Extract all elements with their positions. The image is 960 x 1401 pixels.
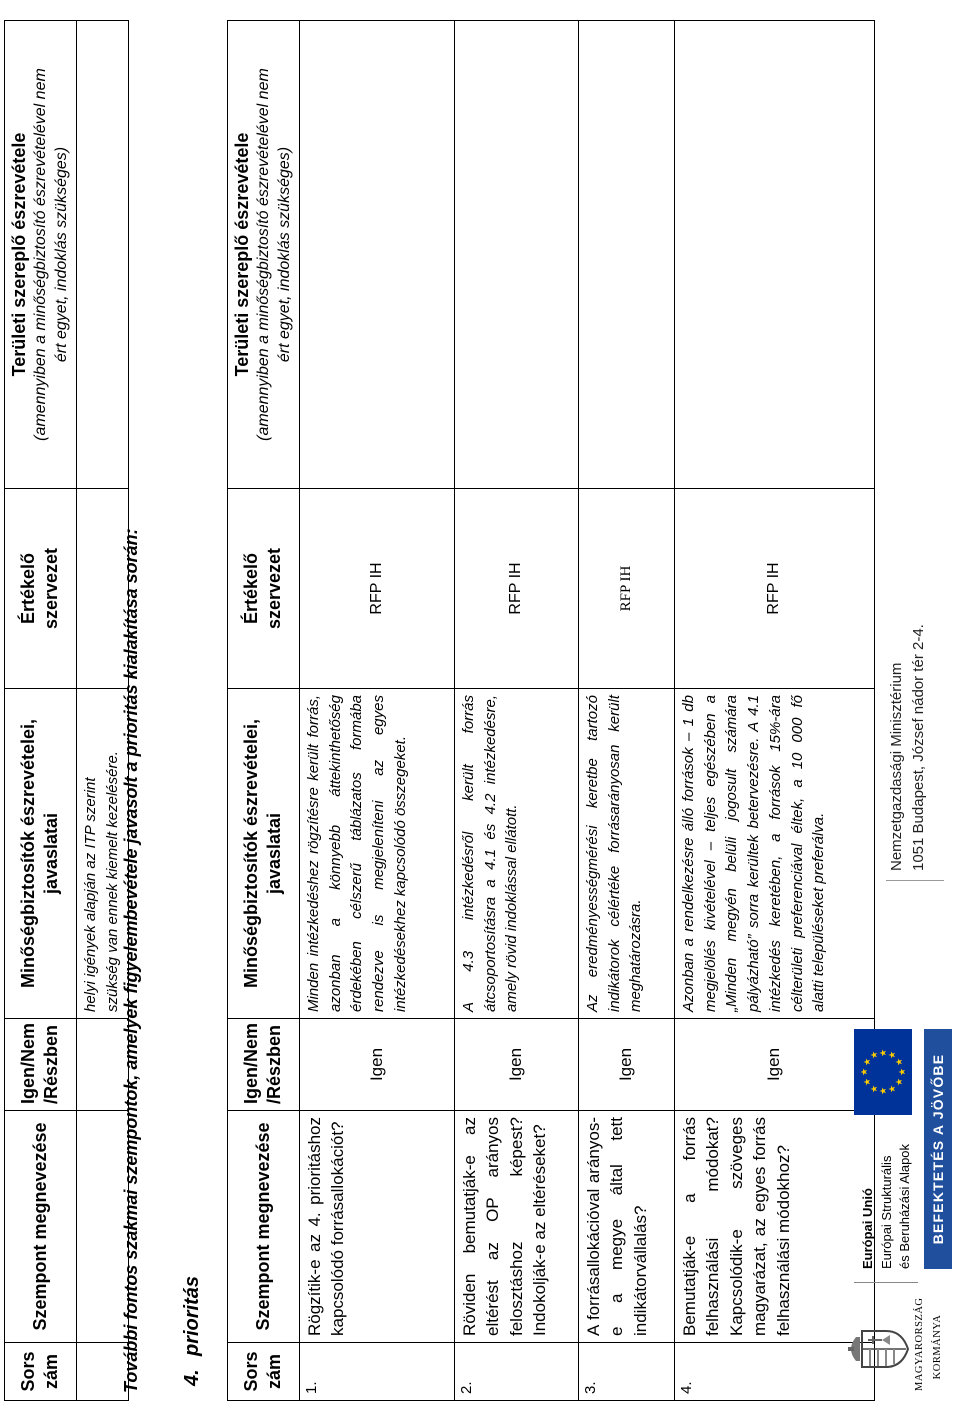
row-criterion: Röviden bemutatják-e az eltérést az OP arányos felosztáshoz képest? Indokolják-e az eltéréseket?: [454, 1111, 578, 1343]
row-org: RFP IH: [299, 489, 454, 689]
address-divider: [886, 880, 944, 881]
table-header-row: [5, 21, 77, 1401]
row-comment: Minden intézkedéshez rögzítésre került forrás, azonban a könnyebb áttekinthetőség érdekében célszerű táblázatos formába rendezve is megjeleníteni az egyes intézkedésekhez kapcsolódó összegeket.: [299, 689, 454, 1019]
header-org: Értékelő szervezet: [228, 489, 300, 689]
row-answer: Igen: [674, 1019, 874, 1111]
svg-text:★: ★: [879, 1048, 889, 1058]
header-comments: Minőségbiztosítók észrevételei, javaslatai: [5, 689, 77, 1019]
svg-text:★: ★: [870, 1050, 880, 1060]
eu-banner: BEFEKTETÉS A JÖVŐBE: [924, 1029, 952, 1269]
cell-territorial: [76, 21, 128, 489]
table-row: [454, 21, 578, 1401]
address-line-2: 1051 Budapest, József nádor tér 2-4.: [910, 624, 927, 871]
header-territorial: [228, 21, 300, 489]
previous-priority-table: [4, 20, 129, 1401]
eu-line-2: Európai Strukturális: [879, 1155, 894, 1269]
eu-line-3: és Beruházási Alapok: [897, 1143, 912, 1269]
header-territorial-title: Területi szereplő észrevétele: [232, 132, 252, 377]
continuation-comment: helyi igények alapján az ITP szerint szükség van ennek kiemelt kezelésére.: [76, 689, 128, 1019]
row-comment: A 4.3 intézkedésről került forrás átcsoportosításra a 4.1 és 4.2 intézkedésre, amely rövid indoklással ellátott.: [454, 689, 578, 1019]
svg-text:★: ★: [895, 1057, 905, 1067]
priority-title-text: prioritás: [181, 1275, 203, 1356]
hungarian-government-logo: [840, 1297, 960, 1391]
row-org: RFP IH: [454, 489, 578, 689]
svg-text:★: ★: [863, 1077, 873, 1087]
svg-text:★: ★: [888, 1084, 898, 1094]
crest-line-1: MAGYARORSZÁG: [914, 1297, 925, 1391]
svg-text:★: ★: [888, 1050, 898, 1060]
header-answer: Igen/Nem /Részben: [228, 1019, 300, 1111]
table-header-row: [228, 21, 300, 1401]
row-territorial: [299, 21, 454, 489]
eu-flag-icon: [854, 1029, 912, 1115]
svg-text:★: ★: [860, 1067, 870, 1077]
header-org: Értékelő szervezet: [5, 489, 77, 689]
svg-text:★: ★: [879, 1086, 889, 1096]
row-territorial: [578, 21, 674, 489]
eu-line-1: Európai Unió: [860, 1188, 875, 1269]
row-number: 2.: [454, 1343, 578, 1401]
row-answer: Igen: [454, 1019, 578, 1111]
row-answer: Igen: [299, 1019, 454, 1111]
header-territorial: [5, 21, 77, 489]
row-territorial: [454, 21, 578, 489]
row-criterion: Rögzítik-e az 4. prioritáshoz kapcsolódó forrásallokációt?: [299, 1111, 454, 1343]
row-comment: Az eredményességmérési keretbe tartozó indikátorok célértéke forrásarányosan került meghatározásra.: [578, 689, 674, 1019]
ministry-address: [886, 521, 946, 881]
svg-text:★: ★: [895, 1077, 905, 1087]
coat-of-arms-icon: [846, 1323, 910, 1375]
address-line-1: Nemzetgazdasági Minisztérium: [888, 662, 905, 871]
row-criterion: A forrásallokációval arányos-e a megye által tett indikátorvállalás?: [578, 1111, 674, 1343]
header-territorial-sub: (amennyiben a minőségbiztosító észrevételével nem ért egyet, indoklás szükséges): [32, 68, 71, 441]
header-territorial-title: Területi szereplő észrevétele: [9, 132, 29, 377]
row-criterion: Bemutatják-e a forrás felhasználási módokat? Kapcsolódik-e szöveges magyarázat, az egyes forrás felhasználási módokhoz?: [674, 1111, 874, 1343]
header-answer: Igen/Nem /Részben: [5, 1019, 77, 1111]
svg-text:★: ★: [863, 1057, 873, 1067]
row-answer: Igen: [578, 1019, 674, 1111]
row-comment: Azonban a rendelkezésre álló források – 1 db megjelölés kivételével – teljes egészében a „Minden megyén belüli jogosult számára pályázható” sorra kerültek betervezésre. A 4.1 intézkedés keretében, a források 15%-ára célterületi preferenciával éltek, a 10 000 fő alatti településeket preferálva.: [674, 689, 874, 1019]
logo-divider: [854, 1282, 918, 1283]
eu-funds-logo: [854, 973, 958, 1293]
header-criterion: Szempont megnevezése: [5, 1111, 77, 1343]
table-row: [578, 21, 674, 1401]
row-org: RFP IH: [674, 489, 874, 689]
priority-title: [181, 1276, 204, 1386]
svg-text:★: ★: [870, 1084, 880, 1094]
table-row: [299, 21, 454, 1401]
further-considerations-note: További fontos szakmai szempontok, amelyek figyelembevétele javasolt a prioritás kialakítása során:: [121, 528, 141, 1393]
header-comments: Minőségbiztosítók észrevételei, javaslatai: [228, 689, 300, 1019]
svg-text:★: ★: [898, 1067, 908, 1077]
header-criterion: Szempont megnevezése: [228, 1111, 300, 1343]
header-territorial-sub: (amennyiben a minőségbiztosító észrevételével nem ért egyet, indoklás szükséges): [255, 68, 294, 441]
crest-line-2: KORMÁNYA: [932, 1314, 943, 1380]
priority-4-table: [227, 20, 875, 1401]
row-org: RFP IH: [578, 489, 674, 689]
row-number: 4.: [674, 1343, 874, 1401]
row-number: 3.: [578, 1343, 674, 1401]
priority-number: 4.: [181, 1369, 203, 1386]
footer: [840, 0, 960, 1401]
header-num: Sors zám: [228, 1343, 300, 1401]
row-number: 1.: [299, 1343, 454, 1401]
header-num: Sors zám: [5, 1343, 77, 1401]
